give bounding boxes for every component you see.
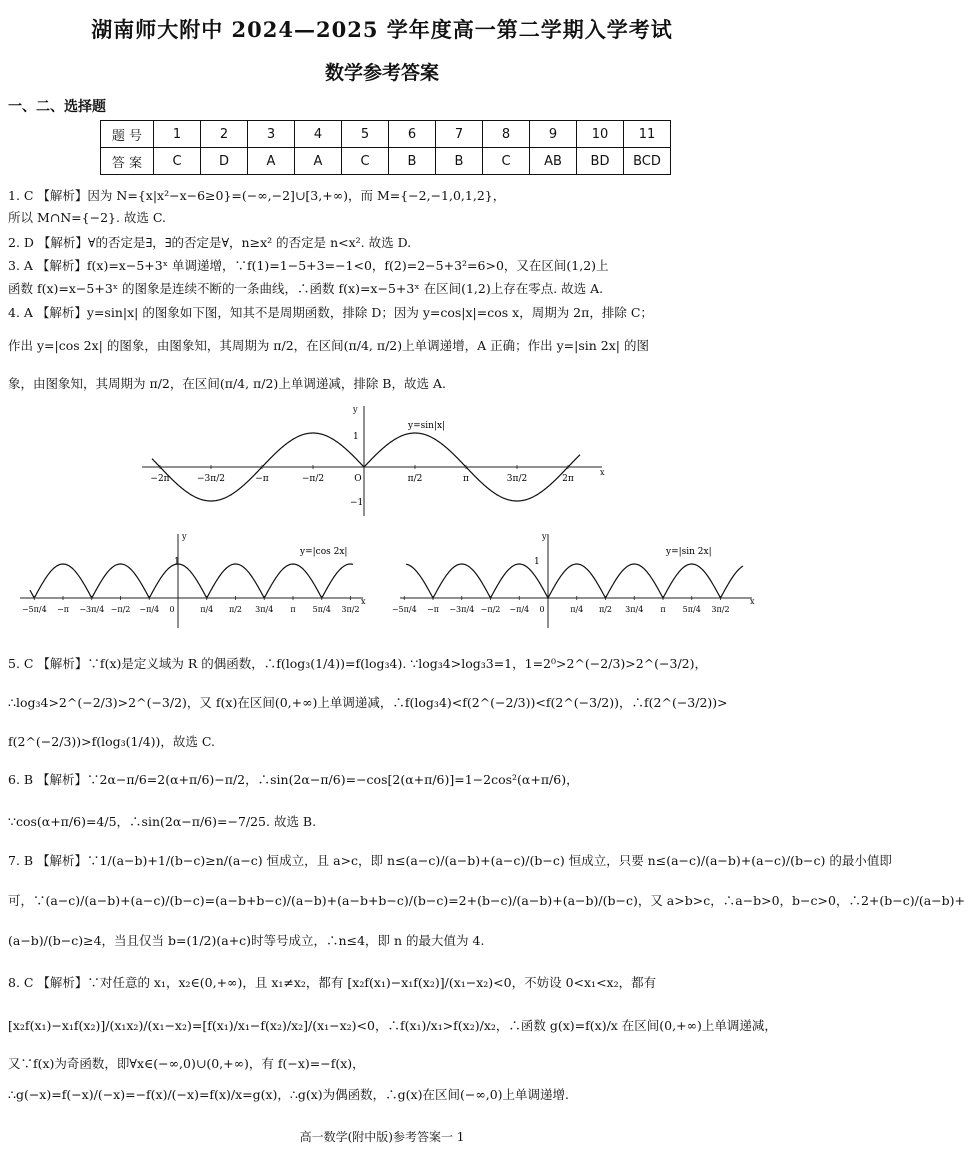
x-tick-label: −5π/4 xyxy=(391,605,417,614)
x-tick-label: 3π/4 xyxy=(625,605,644,614)
question-number: 6 xyxy=(389,121,436,148)
x-tick-label: −π/2 xyxy=(110,605,131,614)
x-tick-label: −3π/4 xyxy=(449,605,475,614)
x-tick-label: 5π/4 xyxy=(312,605,331,614)
x-tick-label: 3π/2 xyxy=(506,474,528,484)
answer-cell: A xyxy=(248,148,295,175)
page-title: 湖南师大附中 2024—2025 学年度高一第二学期入学考试 xyxy=(91,17,673,42)
answer-cell: D xyxy=(201,148,248,175)
x-tick-label: π/2 xyxy=(228,605,243,614)
x-tick-label: π xyxy=(463,474,469,484)
x-tick-label: −π xyxy=(255,474,269,484)
question-number: 2 xyxy=(201,121,248,148)
table-header-cell: 答 案 xyxy=(101,148,154,175)
solution-line: ∵cos(α+π/6)=4/5，∴sin(2α−π/6)=−7/25. 故选 B. xyxy=(8,814,317,829)
x-tick-label: 3π/2 xyxy=(711,605,730,614)
answer-cell: A xyxy=(295,148,342,175)
solution-line: 又∵f(x)为奇函数，即∀x∈(−∞,0)∪(0,+∞)，有 f(−x)=−f(x)， xyxy=(8,1056,365,1071)
section-heading: 一、二、选择题 xyxy=(8,99,106,115)
solution-line: 2. D 【解析】∀的否定是∃，∃的否定是∀，n≥x² 的否定是 n<x². 故选 D. xyxy=(8,235,412,250)
question-number: 1 xyxy=(154,121,201,148)
solution-line: [x₂f(x₁)−x₁f(x₂)]/(x₁x₂)/(x₁−x₂)=[f(x₁)/x₁−f(x₂)/x₂]/(x₁−x₂)<0，∴f(x₁)/x₁>f(x₂)/x₂，∴函数 g(x)=f(x)/x 在区间(0,+∞)上单调递减， xyxy=(8,1018,777,1033)
answer-cell: BD xyxy=(577,148,624,175)
x-tick-label: −5π/4 xyxy=(21,605,47,614)
x-tick-label: π/2 xyxy=(598,605,613,614)
page-footer: 高一数学(附中版)参考答案一 1 xyxy=(299,1130,465,1144)
sin-abs-graph xyxy=(140,402,610,520)
answer-cell: C xyxy=(342,148,389,175)
x-tick-label: −π/4 xyxy=(139,605,160,614)
solution-line: 6. B 【解析】∵2α−π/6=2(α+π/6)−π/2，∴sin(2α−π/6)=−cos[2(α+π/6)]=1−2cos²(α+π/6)， xyxy=(8,772,579,787)
question-number: 3 xyxy=(248,121,295,148)
x-tick-label: −π/2 xyxy=(301,474,325,484)
question-number: 11 xyxy=(624,121,671,148)
sin2-abs-graph xyxy=(391,530,758,630)
x-tick-label: −3π/4 xyxy=(79,605,105,614)
y-tick-label: 1 xyxy=(534,557,540,567)
solution-line: 可，∵(a−c)/(a−b)+(a−c)/(b−c)=(a−b+b−c)/(a−b)+(a−b+b−c)/(b−c)=2+(b−c)/(a−b)+(a−b)/(b−c)，又 a>b>c，∴a−b>0，b−c>0，∴2+(b−c)/(a−b)+ xyxy=(8,893,965,908)
axis-y-label: y xyxy=(542,532,547,541)
x-tick-label: O xyxy=(354,474,362,484)
question-number: 9 xyxy=(530,121,577,148)
x-tick-label: −3π/2 xyxy=(197,474,225,484)
x-tick-label: π/4 xyxy=(200,605,214,614)
solution-line: 3. A 【解析】f(x)=x−5+3ˣ 单调递增，∵f(1)=1−5+3=−1<0，f(2)=2−5+3²=6>0，又在区间(1,2)上 xyxy=(8,258,609,273)
x-tick-label: 3π/2 xyxy=(341,605,360,614)
y-tick-label: 1 xyxy=(353,432,359,442)
solution-line: 8. C 【解析】∵对任意的 x₁，x₂∈(0,+∞)，且 x₁≠x₂，都有 [x₂f(x₁)−x₁f(x₂)]/(x₁−x₂)<0，不妨设 0<x₁<x₂，都有 xyxy=(8,975,657,990)
table-row xyxy=(101,148,671,175)
answer-cell: AB xyxy=(530,148,577,175)
answer-table xyxy=(100,120,671,175)
function-curve xyxy=(30,564,353,598)
axis-x-label: x xyxy=(750,597,755,606)
graph-label: y=|cos 2x| xyxy=(300,547,348,557)
x-tick-label: 3π/4 xyxy=(255,605,274,614)
solution-line: 4. A 【解析】y=sin|x| 的图象如下图，知其不是周期函数，排除 D；因为 y=cos|x|=cos x，周期为 2π，排除 C； xyxy=(8,305,653,320)
solution-line: (a−b)/(b−c)≥4，当且仅当 b=(1/2)(a+c)时等号成立，∴n≤4，即 n 的最大值为 4. xyxy=(8,933,485,948)
solution-line: 象，由图象知，其周期为 π/2，在区间(π/4, π/2)上单调递减，排除 B，故选 A. xyxy=(8,376,446,391)
solution-line: ∴g(−x)=f(−x)/(−x)=−f(x)/(−x)=f(x)/x=g(x)，∴g(x)为偶函数，∴g(x)在区间(−∞,0)上单调递增. xyxy=(8,1087,570,1102)
solution-line: 5. C 【解析】∵f(x)是定义域为 R 的偶函数，∴f(log₃(1/4))=f(log₃4). ∵log₃4>log₃3=1，1=2⁰>2^(−2/3)>2^(−3/2)， xyxy=(8,656,708,671)
y-tick-label: −1 xyxy=(350,498,364,508)
x-tick-label: −π/4 xyxy=(509,605,530,614)
x-tick-label: π xyxy=(660,605,666,614)
answer-cell: BCD xyxy=(624,148,671,175)
question-number: 5 xyxy=(342,121,389,148)
question-number: 8 xyxy=(483,121,530,148)
x-tick-label: −π xyxy=(57,605,69,614)
answer-cell: B xyxy=(436,148,483,175)
x-tick-label: π/4 xyxy=(570,605,584,614)
answer-cell: C xyxy=(154,148,201,175)
x-tick-label: 0 xyxy=(539,605,545,614)
x-tick-label: 2π xyxy=(562,474,574,484)
answer-cell: B xyxy=(389,148,436,175)
question-number: 10 xyxy=(577,121,624,148)
solution-line: ∴log₃4>2^(−2/3)>2^(−3/2)，又 f(x)在区间(0,+∞)上单调递减，∴f(log₃4)<f(2^(−2/3))<f(2^(−3/2))，∴f(2^(−3/2))> xyxy=(8,695,728,710)
graph-label: y=sin|x| xyxy=(408,421,446,431)
x-tick-label: −π xyxy=(427,605,439,614)
table-row xyxy=(101,121,671,148)
function-curve xyxy=(406,564,743,598)
page-subtitle: 数学参考答案 xyxy=(324,62,439,84)
table-header-cell: 题 号 xyxy=(101,121,154,148)
solution-line: 7. B 【解析】∵1/(a−b)+1/(b−c)≥n/(a−c) 恒成立，且 a>c，即 n≤(a−c)/(a−b)+(a−c)/(b−c) 恒成立，只要 n≤(a−c)/(a−b)+(a−c)/(b−c) 的最小值即 xyxy=(8,853,892,868)
question-number: 4 xyxy=(295,121,342,148)
axis-x-label: x xyxy=(600,468,605,477)
x-tick-label: −π/2 xyxy=(480,605,501,614)
x-tick-label: −2π xyxy=(150,474,170,484)
solution-line: 作出 y=|cos 2x| 的图象，由图象知，其周期为 π/2，在区间(π/4, π/2)上单调递增，A 正确；作出 y=|sin 2x| 的图 xyxy=(8,338,649,353)
x-tick-label: 5π/4 xyxy=(682,605,701,614)
axis-y-label: y xyxy=(182,532,187,541)
x-tick-label: 0 xyxy=(169,605,175,614)
axis-y-label: y xyxy=(353,405,358,414)
solution-line: f(2^(−2/3))>f(log₃(1/4))，故选 C. xyxy=(8,734,215,749)
cos-abs-graph xyxy=(18,530,370,630)
axis-x-label: x xyxy=(361,597,366,606)
question-number: 7 xyxy=(436,121,483,148)
solution-line: 1. C 【解析】因为 N={x|x²−x−6≥0}=(−∞,−2]∪[3,+∞)，而 M={−2,−1,0,1,2}， xyxy=(8,188,506,203)
solution-line: 函数 f(x)=x−5+3ˣ 的图象是连续不断的一条曲线，∴函数 f(x)=x−5+3ˣ 在区间(1,2)上存在零点. 故选 A. xyxy=(8,281,604,296)
x-tick-label: π xyxy=(290,605,296,614)
solution-line: 所以 M∩N={−2}. 故选 C. xyxy=(8,210,167,225)
y-tick-label: 1 xyxy=(174,557,180,567)
answer-cell: C xyxy=(483,148,530,175)
graph-label: y=|sin 2x| xyxy=(666,547,712,557)
x-tick-label: π/2 xyxy=(407,474,423,484)
